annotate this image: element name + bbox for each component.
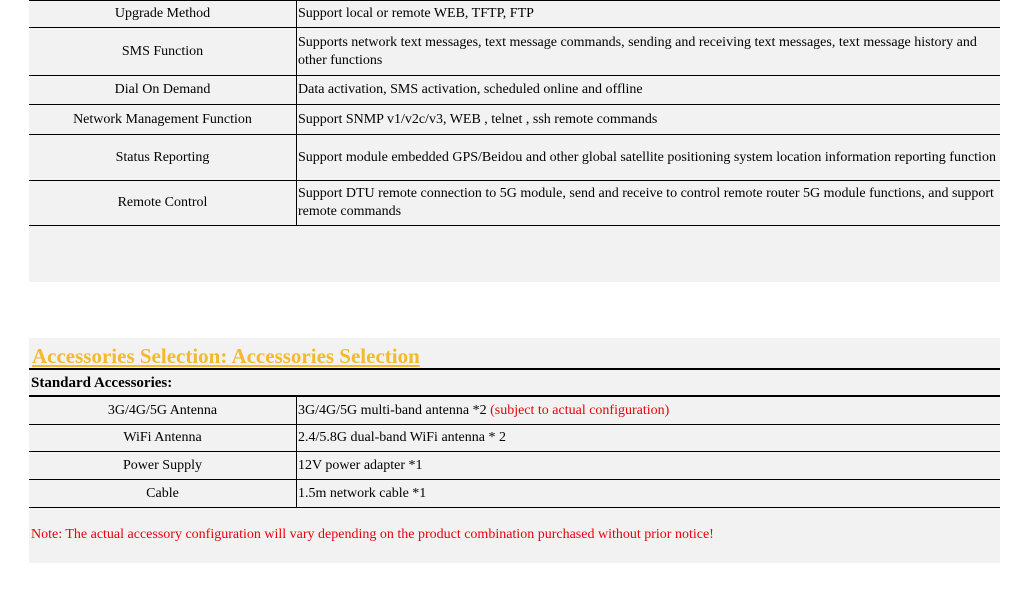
spec-section	[29, 0, 1000, 282]
accessories-section	[29, 338, 1000, 563]
spec-value: Support local or remote WEB, TFTP, FTP	[297, 1, 1001, 28]
spec-value: Support DTU remote connection to 5G module, send and receive to control remote router 5G module functions, and support remote commands	[297, 181, 1001, 226]
spec-spacer	[29, 226, 1000, 282]
accessory-value: 12V power adapter *1	[297, 452, 1001, 480]
spec-value: Data activation, SMS activation, scheduled online and offline	[297, 76, 1001, 105]
spec-table	[29, 0, 1000, 226]
accessory-value: 1.5m network cable *1	[297, 480, 1001, 508]
table-row	[29, 28, 1000, 76]
standard-accessories-heading: Standard Accessories:	[29, 368, 1000, 396]
accessories-table	[29, 396, 1000, 508]
spec-label: Upgrade Method	[29, 1, 297, 28]
accessories-title: Accessories Selection: Accessories Selection	[32, 344, 420, 368]
spec-label: Status Reporting	[29, 135, 297, 181]
spec-label: SMS Function	[29, 28, 297, 76]
table-row	[29, 397, 1000, 425]
table-row	[29, 181, 1000, 226]
accessory-label: Power Supply	[29, 452, 297, 480]
accessory-value	[297, 397, 1001, 425]
accessory-value: 2.4/5.8G dual-band WiFi antenna * 2	[297, 425, 1001, 452]
spec-label: Remote Control	[29, 181, 297, 226]
spec-label: Network Management Function	[29, 105, 297, 135]
spec-label: Dial On Demand	[29, 76, 297, 105]
table-row	[29, 425, 1000, 452]
table-row	[29, 76, 1000, 105]
table-row	[29, 135, 1000, 181]
accessory-label: 3G/4G/5G Antenna	[29, 397, 297, 425]
accessory-value-text: 3G/4G/5G multi-band antenna *2	[298, 402, 491, 418]
accessory-label: Cable	[29, 480, 297, 508]
spec-value: Supports network text messages, text message commands, sending and receiving text messages, text message history and other functions	[297, 28, 1001, 76]
spec-value: Support module embedded GPS/Beidou and other global satellite positioning system location information reporting function	[297, 135, 1001, 181]
accessory-label: WiFi Antenna	[29, 425, 297, 452]
accessory-note-text: Note: The actual accessory configuration will vary depending on the product combination purchased without prior notice!	[31, 527, 714, 542]
accessory-note: (subject to actual configuration)	[490, 402, 670, 418]
table-row	[29, 480, 1000, 508]
table-row	[29, 452, 1000, 480]
spec-value: Support SNMP v1/v2c/v3, WEB , telnet , ssh remote commands	[297, 105, 1001, 135]
table-row	[29, 1, 1000, 28]
table-row	[29, 105, 1000, 135]
